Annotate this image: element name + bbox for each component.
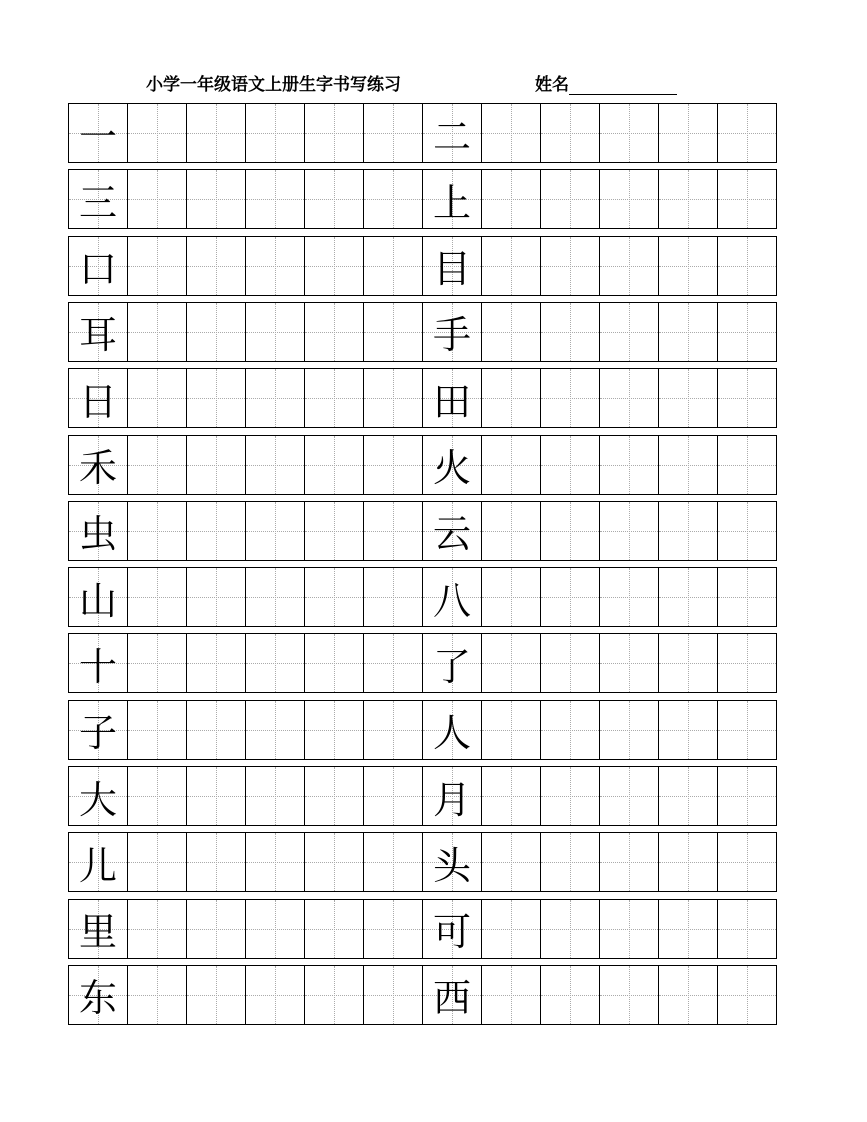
model-character-cell <box>69 634 128 692</box>
model-character-cell <box>423 634 482 692</box>
writing-cell[interactable] <box>305 303 364 361</box>
writing-cell[interactable] <box>482 767 541 825</box>
writing-cell[interactable] <box>305 966 364 1024</box>
writing-cell[interactable] <box>541 104 600 162</box>
writing-cell[interactable] <box>187 237 246 295</box>
practice-row <box>68 700 777 760</box>
writing-cell[interactable] <box>246 568 305 626</box>
model-character: 目 <box>432 247 471 292</box>
model-character: 里 <box>78 910 117 955</box>
writing-cell[interactable] <box>482 966 541 1024</box>
writing-cell[interactable] <box>600 104 659 162</box>
model-character: 儿 <box>78 843 117 888</box>
writing-cell[interactable] <box>718 568 776 626</box>
writing-cell[interactable] <box>246 634 305 692</box>
writing-cell[interactable] <box>482 502 541 560</box>
writing-cell[interactable] <box>600 369 659 427</box>
writing-cell[interactable] <box>541 634 600 692</box>
model-character-cell <box>69 170 128 228</box>
model-character: 日 <box>78 379 117 424</box>
writing-cell[interactable] <box>128 436 187 494</box>
writing-cell[interactable] <box>246 170 305 228</box>
writing-cell[interactable] <box>659 966 718 1024</box>
writing-cell[interactable] <box>246 104 305 162</box>
worksheet-title: 小学一年级语文上册生字书写练习 <box>146 75 401 95</box>
writing-cell[interactable] <box>659 701 718 759</box>
writing-cell[interactable] <box>128 237 187 295</box>
writing-cell[interactable] <box>364 701 423 759</box>
writing-cell[interactable] <box>305 104 364 162</box>
writing-cell[interactable] <box>305 568 364 626</box>
model-character-cell <box>423 303 482 361</box>
model-character: 子 <box>78 711 117 756</box>
writing-cell[interactable] <box>600 833 659 891</box>
model-character-cell <box>69 369 128 427</box>
writing-cell[interactable] <box>128 767 187 825</box>
writing-cell[interactable] <box>659 568 718 626</box>
writing-cell[interactable] <box>364 767 423 825</box>
writing-cell[interactable] <box>541 966 600 1024</box>
writing-cell[interactable] <box>482 237 541 295</box>
writing-cell[interactable] <box>482 634 541 692</box>
writing-cell[interactable] <box>482 369 541 427</box>
writing-cell[interactable] <box>305 900 364 958</box>
model-character-cell <box>423 833 482 891</box>
practice-row <box>68 435 777 495</box>
writing-cell[interactable] <box>718 104 776 162</box>
model-character: 大 <box>78 777 117 822</box>
model-character: 田 <box>432 379 471 424</box>
writing-cell[interactable] <box>600 966 659 1024</box>
writing-cell[interactable] <box>128 170 187 228</box>
writing-cell[interactable] <box>659 502 718 560</box>
writing-cell[interactable] <box>600 303 659 361</box>
writing-cell[interactable] <box>600 767 659 825</box>
practice-row <box>68 169 777 229</box>
writing-cell[interactable] <box>718 369 776 427</box>
writing-cell[interactable] <box>600 436 659 494</box>
practice-row <box>68 965 777 1025</box>
writing-cell[interactable] <box>364 568 423 626</box>
writing-cell[interactable] <box>364 303 423 361</box>
model-character: 手 <box>432 313 471 358</box>
writing-cell[interactable] <box>128 568 187 626</box>
writing-cell[interactable] <box>718 900 776 958</box>
model-character: 口 <box>78 247 117 292</box>
writing-cell[interactable] <box>246 237 305 295</box>
writing-cell[interactable] <box>600 900 659 958</box>
writing-cell[interactable] <box>541 833 600 891</box>
model-character: 西 <box>432 976 471 1021</box>
practice-row <box>68 567 777 627</box>
writing-cell[interactable] <box>718 237 776 295</box>
writing-cell[interactable] <box>718 634 776 692</box>
writing-cell[interactable] <box>305 369 364 427</box>
practice-row <box>68 302 777 362</box>
model-character-cell <box>423 966 482 1024</box>
model-character: 上 <box>432 180 471 225</box>
model-character-cell <box>69 502 128 560</box>
writing-cell[interactable] <box>659 436 718 494</box>
writing-cell[interactable] <box>659 170 718 228</box>
writing-cell[interactable] <box>659 767 718 825</box>
writing-cell[interactable] <box>187 701 246 759</box>
writing-cell[interactable] <box>718 303 776 361</box>
writing-cell[interactable] <box>246 833 305 891</box>
model-character-cell <box>423 701 482 759</box>
writing-cell[interactable] <box>364 436 423 494</box>
model-character: 月 <box>432 777 471 822</box>
writing-cell[interactable] <box>187 436 246 494</box>
model-character: 一 <box>78 114 117 159</box>
model-character-cell <box>423 104 482 162</box>
writing-cell[interactable] <box>541 436 600 494</box>
writing-cell[interactable] <box>128 502 187 560</box>
writing-cell[interactable] <box>718 502 776 560</box>
writing-cell[interactable] <box>187 966 246 1024</box>
writing-cell[interactable] <box>541 701 600 759</box>
model-character: 八 <box>432 578 471 623</box>
writing-cell[interactable] <box>128 369 187 427</box>
writing-cell[interactable] <box>600 634 659 692</box>
model-character-cell <box>69 436 128 494</box>
writing-cell[interactable] <box>364 369 423 427</box>
writing-cell[interactable] <box>659 900 718 958</box>
writing-cell[interactable] <box>541 170 600 228</box>
writing-cell[interactable] <box>187 502 246 560</box>
writing-cell[interactable] <box>659 833 718 891</box>
model-character-cell <box>69 767 128 825</box>
writing-cell[interactable] <box>482 900 541 958</box>
writing-cell[interactable] <box>718 966 776 1024</box>
writing-cell[interactable] <box>246 369 305 427</box>
writing-cell[interactable] <box>305 634 364 692</box>
model-character: 了 <box>432 644 471 689</box>
writing-cell[interactable] <box>128 966 187 1024</box>
writing-cell[interactable] <box>482 303 541 361</box>
writing-cell[interactable] <box>718 767 776 825</box>
model-character: 山 <box>78 578 117 623</box>
writing-cell[interactable] <box>305 170 364 228</box>
writing-cell[interactable] <box>187 170 246 228</box>
writing-cell[interactable] <box>718 701 776 759</box>
model-character: 火 <box>432 446 471 490</box>
practice-row <box>68 236 777 296</box>
writing-cell[interactable] <box>305 502 364 560</box>
writing-cell[interactable] <box>659 237 718 295</box>
writing-cell[interactable] <box>600 170 659 228</box>
model-character-cell <box>69 237 128 295</box>
writing-cell[interactable] <box>364 237 423 295</box>
writing-cell[interactable] <box>541 237 600 295</box>
writing-cell[interactable] <box>482 833 541 891</box>
model-character-cell <box>69 900 128 958</box>
model-character: 云 <box>432 512 471 557</box>
model-character: 头 <box>432 843 471 888</box>
writing-cell[interactable] <box>128 104 187 162</box>
writing-cell[interactable] <box>305 436 364 494</box>
writing-cell[interactable] <box>541 303 600 361</box>
model-character-cell <box>423 369 482 427</box>
writing-cell[interactable] <box>246 966 305 1024</box>
writing-cell[interactable] <box>600 568 659 626</box>
practice-row <box>68 766 777 826</box>
writing-cell[interactable] <box>246 303 305 361</box>
writing-cell[interactable] <box>541 502 600 560</box>
writing-cell[interactable] <box>482 701 541 759</box>
model-character: 耳 <box>78 313 117 358</box>
writing-cell[interactable] <box>482 436 541 494</box>
writing-cell[interactable] <box>305 701 364 759</box>
writing-cell[interactable] <box>187 900 246 958</box>
model-character-cell <box>69 104 128 162</box>
writing-cell[interactable] <box>187 767 246 825</box>
writing-cell[interactable] <box>187 634 246 692</box>
model-character-cell <box>423 436 482 494</box>
model-character-cell <box>423 767 482 825</box>
model-character-cell <box>423 502 482 560</box>
writing-cell[interactable] <box>187 568 246 626</box>
writing-cell[interactable] <box>246 767 305 825</box>
name-blank-line[interactable] <box>569 76 677 95</box>
writing-cell[interactable] <box>128 634 187 692</box>
writing-cell[interactable] <box>246 900 305 958</box>
writing-cell[interactable] <box>364 502 423 560</box>
writing-cell[interactable] <box>246 701 305 759</box>
writing-cell[interactable] <box>187 833 246 891</box>
writing-cell[interactable] <box>305 767 364 825</box>
practice-row <box>68 899 777 959</box>
writing-cell[interactable] <box>718 833 776 891</box>
writing-cell[interactable] <box>659 369 718 427</box>
practice-row <box>68 633 777 693</box>
model-character: 可 <box>432 910 471 955</box>
writing-cell[interactable] <box>541 369 600 427</box>
model-character-cell <box>69 568 128 626</box>
writing-cell[interactable] <box>364 634 423 692</box>
name-label: 姓名 <box>535 75 569 95</box>
model-character: 二 <box>432 114 471 159</box>
writing-cell[interactable] <box>305 237 364 295</box>
writing-cell[interactable] <box>128 701 187 759</box>
model-character-cell <box>423 237 482 295</box>
model-character: 东 <box>78 976 117 1021</box>
writing-cell[interactable] <box>600 237 659 295</box>
writing-cell[interactable] <box>482 568 541 626</box>
writing-cell[interactable] <box>246 502 305 560</box>
writing-cell[interactable] <box>305 833 364 891</box>
practice-row <box>68 501 777 561</box>
model-character-cell <box>69 966 128 1024</box>
model-character-cell <box>69 701 128 759</box>
practice-row <box>68 103 777 163</box>
model-character-cell <box>423 900 482 958</box>
writing-cell[interactable] <box>364 170 423 228</box>
writing-cell[interactable] <box>541 568 600 626</box>
writing-cell[interactable] <box>364 104 423 162</box>
writing-cell[interactable] <box>659 104 718 162</box>
writing-cell[interactable] <box>364 966 423 1024</box>
writing-cell[interactable] <box>364 833 423 891</box>
model-character-cell <box>69 833 128 891</box>
model-character-cell <box>69 303 128 361</box>
practice-row <box>68 832 777 892</box>
writing-cell[interactable] <box>128 833 187 891</box>
writing-cell[interactable] <box>364 900 423 958</box>
writing-cell[interactable] <box>541 767 600 825</box>
writing-cell[interactable] <box>187 104 246 162</box>
model-character: 十 <box>78 644 117 689</box>
writing-cell[interactable] <box>128 303 187 361</box>
model-character: 人 <box>432 711 471 756</box>
practice-row <box>68 368 777 428</box>
writing-cell[interactable] <box>659 634 718 692</box>
writing-cell[interactable] <box>187 369 246 427</box>
writing-cell[interactable] <box>482 170 541 228</box>
writing-cell[interactable] <box>128 900 187 958</box>
name-field[interactable] <box>535 70 677 95</box>
writing-cell[interactable] <box>600 502 659 560</box>
writing-cell[interactable] <box>600 701 659 759</box>
writing-cell[interactable] <box>718 436 776 494</box>
writing-cell[interactable] <box>659 303 718 361</box>
writing-cell[interactable] <box>246 436 305 494</box>
model-character: 禾 <box>78 446 117 490</box>
writing-cell[interactable] <box>718 170 776 228</box>
writing-cell[interactable] <box>482 104 541 162</box>
model-character-cell <box>423 568 482 626</box>
writing-cell[interactable] <box>541 900 600 958</box>
model-character-cell <box>423 170 482 228</box>
model-character: 三 <box>78 180 117 225</box>
model-character: 虫 <box>78 512 117 557</box>
writing-cell[interactable] <box>187 303 246 361</box>
